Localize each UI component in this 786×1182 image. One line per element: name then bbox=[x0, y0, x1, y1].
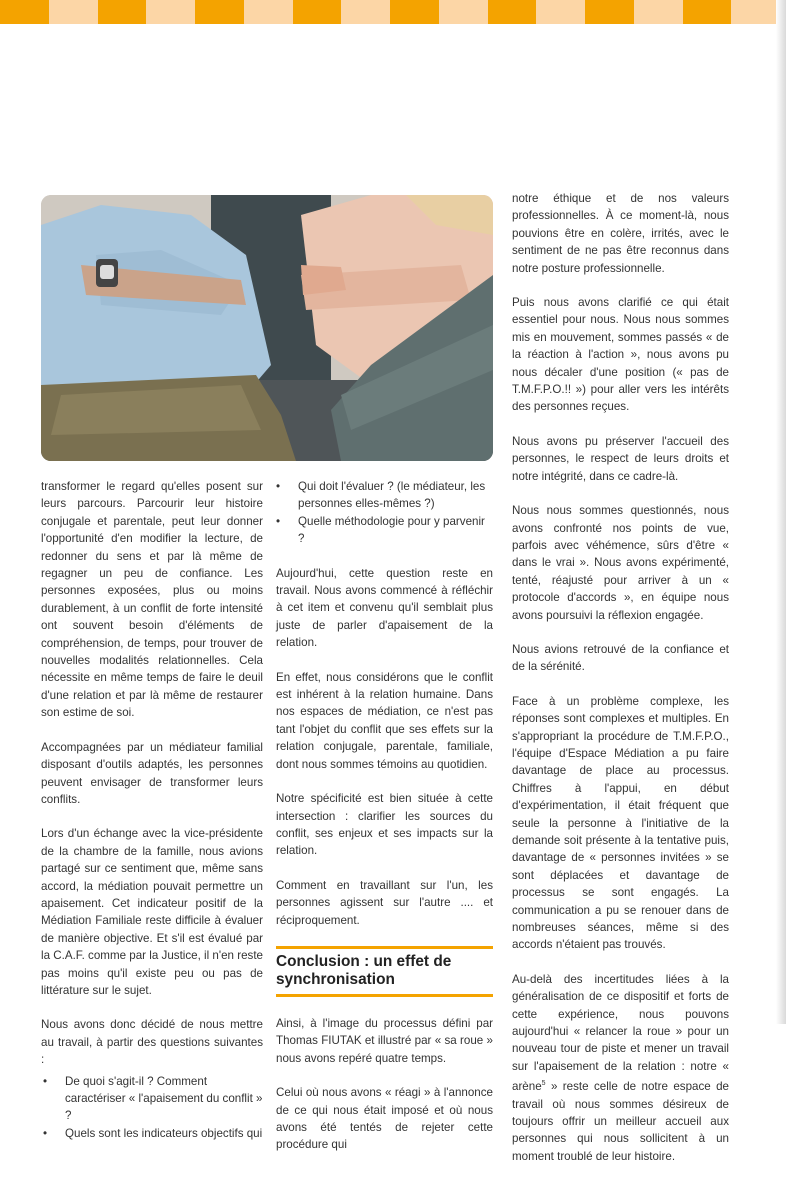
paragraph: En effet, nous considérons que le conflit est inhérent à la relation humaine. Dans nos espaces de médiation, ce n'est pas tant l'objet du conflit que ses effets sur la relation conjugale, parentale, familiale, dont nous sommes témoins au quotidien. bbox=[276, 670, 493, 771]
paragraph-text: » reste celle de notre espace de travail où nous sommes désireux de toujours offrir un meilleur accueil aux personnes qui nous sollicitent à un moment troublé de leur histoire. bbox=[512, 1080, 729, 1163]
band-square bbox=[439, 0, 488, 24]
band-square bbox=[146, 0, 195, 24]
paragraph: Nous avons pu préserver l'accueil des personnes, le respect de leurs droits et notre intégrité, dans ce cadre-là. bbox=[512, 434, 729, 483]
paragraph: Nous avons donc décidé de nous mettre au travail, à partir des questions suivantes : bbox=[41, 1018, 263, 1067]
band-square bbox=[488, 0, 537, 24]
paragraph: Puis nous avons clarifié ce qui était essentiel pour nous. Nous nous sommes mis en mouvement, sommes passés « de la réaction à l'action », nous avons pu nous décaler d'une position (« pas de T.M.F.P.O.!! ») pour aller vers les intérêts des personnes reçues. bbox=[512, 296, 729, 414]
paragraph: Celui où nous avons « réagi » à l'annonce de ce qui nous était imposé et où nous avons été tentés de rejeter cette procédure qui bbox=[276, 1086, 493, 1152]
band-square bbox=[634, 0, 683, 24]
band-square bbox=[244, 0, 293, 24]
band-square bbox=[731, 0, 780, 24]
band-square bbox=[293, 0, 342, 24]
list-item: • Quels sont les indicateurs objectifs qui bbox=[65, 1125, 263, 1142]
paragraph: Comment en travaillant sur l'un, les personnes agissent sur l'autre .... et réciproquement. bbox=[276, 878, 493, 927]
list-item: • De quoi s'agit-il ? Comment caractériser « l'apaisement du conflit » ? bbox=[65, 1073, 263, 1125]
paragraph: transformer le regard qu'elles posent sur leurs parcours. Parcourir leur histoire conjugale et parentale, peut leur donner l'opportunité d'en modifier la lecture, de redonner du sens et par là même de regagner un peu de confiance. Les personnes exposées, plus ou moins durablement, à un conflit de forte intensité ont souvent besoin d'éléments de compréhension, de temps, pour trouver de nouvelles modalités relationnelles. Cela nécessite en même temps de faire le deuil d'une relation et par là même de restaurer son estime de soi. bbox=[41, 480, 263, 720]
band-square bbox=[683, 0, 732, 24]
conclusion-heading-box bbox=[276, 946, 493, 997]
top-color-band bbox=[0, 0, 780, 24]
paragraph: Ainsi, à l'image du processus défini par Thomas FIUTAK et illustré par « sa roue » nous avons repéré quatre temps. bbox=[276, 1016, 493, 1065]
column-2 bbox=[276, 478, 493, 1171]
band-square bbox=[585, 0, 634, 24]
band-square bbox=[390, 0, 439, 24]
couple-photo bbox=[41, 195, 493, 461]
band-square bbox=[49, 0, 98, 24]
paragraph-text: Au-delà des incertitudes liées à la généralisation de ce dispositif et forts de cette expérience, nous pouvons aujourd'hui « relancer la roue » pour un nouveau tour de piste et mener un travail sur l'apaisement de la relation : notre « arène bbox=[512, 972, 729, 1094]
paragraph: Nous avions retrouvé de la confiance et de la sérénité. bbox=[512, 642, 729, 674]
couple-illustration bbox=[41, 195, 493, 461]
paragraph: notre éthique et de nos valeurs professionnelles. À ce moment-là, nous pouvions être en colère, irrités, avec le sentiment de ne pas être reconnus dans notre posture professionnelle. bbox=[512, 192, 729, 275]
paragraph: Accompagnées par un médiateur familial disposant d'outils adaptés, les personnes peuvent envisager de transformer leurs conflits. bbox=[41, 740, 263, 806]
section-heading: Conclusion : un effet de synchronisation bbox=[276, 952, 452, 988]
band-square bbox=[0, 0, 49, 24]
paragraph: Nous nous sommes questionnés, nous avons confronté nos points de vue, parfois avec véhémence, sûrs d'être « dans le vrai ». Nous avons expérimenté, tenté, réajusté pour arriver à un « protocole d'accords », en équipe nous avons poursuivi la réflexion engagée. bbox=[512, 504, 729, 622]
page-edge-shadow bbox=[776, 0, 786, 1024]
list-item: • Quelle méthodologie pour y parvenir ? bbox=[298, 513, 493, 548]
question-list bbox=[41, 1073, 263, 1143]
list-item: • Qui doit l'évaluer ? (le médiateur, les personnes elles-mêmes ?) bbox=[298, 478, 493, 513]
column-1 bbox=[41, 478, 263, 1159]
paragraph: Notre spécificité est bien située à cette intersection : clarifier les sources du conflit, ses enjeux et ses impacts sur la relation. bbox=[276, 792, 493, 858]
band-square bbox=[536, 0, 585, 24]
band-square bbox=[98, 0, 147, 24]
column-3 bbox=[512, 190, 729, 1182]
band-square bbox=[341, 0, 390, 24]
paragraph: Lors d'un échange avec la vice-présidente de la chambre de la famille, nous avions partagé sur ce sentiment que, même sans accord, la médiation pouvait permettre un apaisement. Cet indicateur positif de la Médiation Familiale reste difficile à évaluer de manière objective. Et s'il est évalué par la C.A.F. comme par la Justice, il n'en reste pas moins qu'il existe peu ou pas de littérature sur le sujet. bbox=[41, 827, 263, 997]
paragraph: Face à un problème complexe, les réponses sont complexes et multiples. En s'appropriant la procédure de T.M.F.P.O., l'équipe d'Espace Médiation a pu faire davantage de place au processus. Chiffres à l'appui, en début d'expérimentation, il était fréquent que seule la personne à l'initiative de la demande soit présente à la tentative puis, davantage de « personnes invitées » se sont déplacées et davantage de processus se sont engagés. La communication a pu se renouer dans de nombreuses séances, même si des accords n'étaient pas trouvés. bbox=[512, 694, 729, 952]
band-square bbox=[195, 0, 244, 24]
question-list bbox=[276, 478, 493, 548]
footnote-marker: 5 bbox=[541, 1080, 546, 1088]
paragraph bbox=[512, 971, 729, 1165]
paragraph: Aujourd'hui, cette question reste en travail. Nous avons commencé à réfléchir à cet item et convenu qu'il semblait plus juste de parler d'apaisement de la relation. bbox=[276, 566, 493, 650]
